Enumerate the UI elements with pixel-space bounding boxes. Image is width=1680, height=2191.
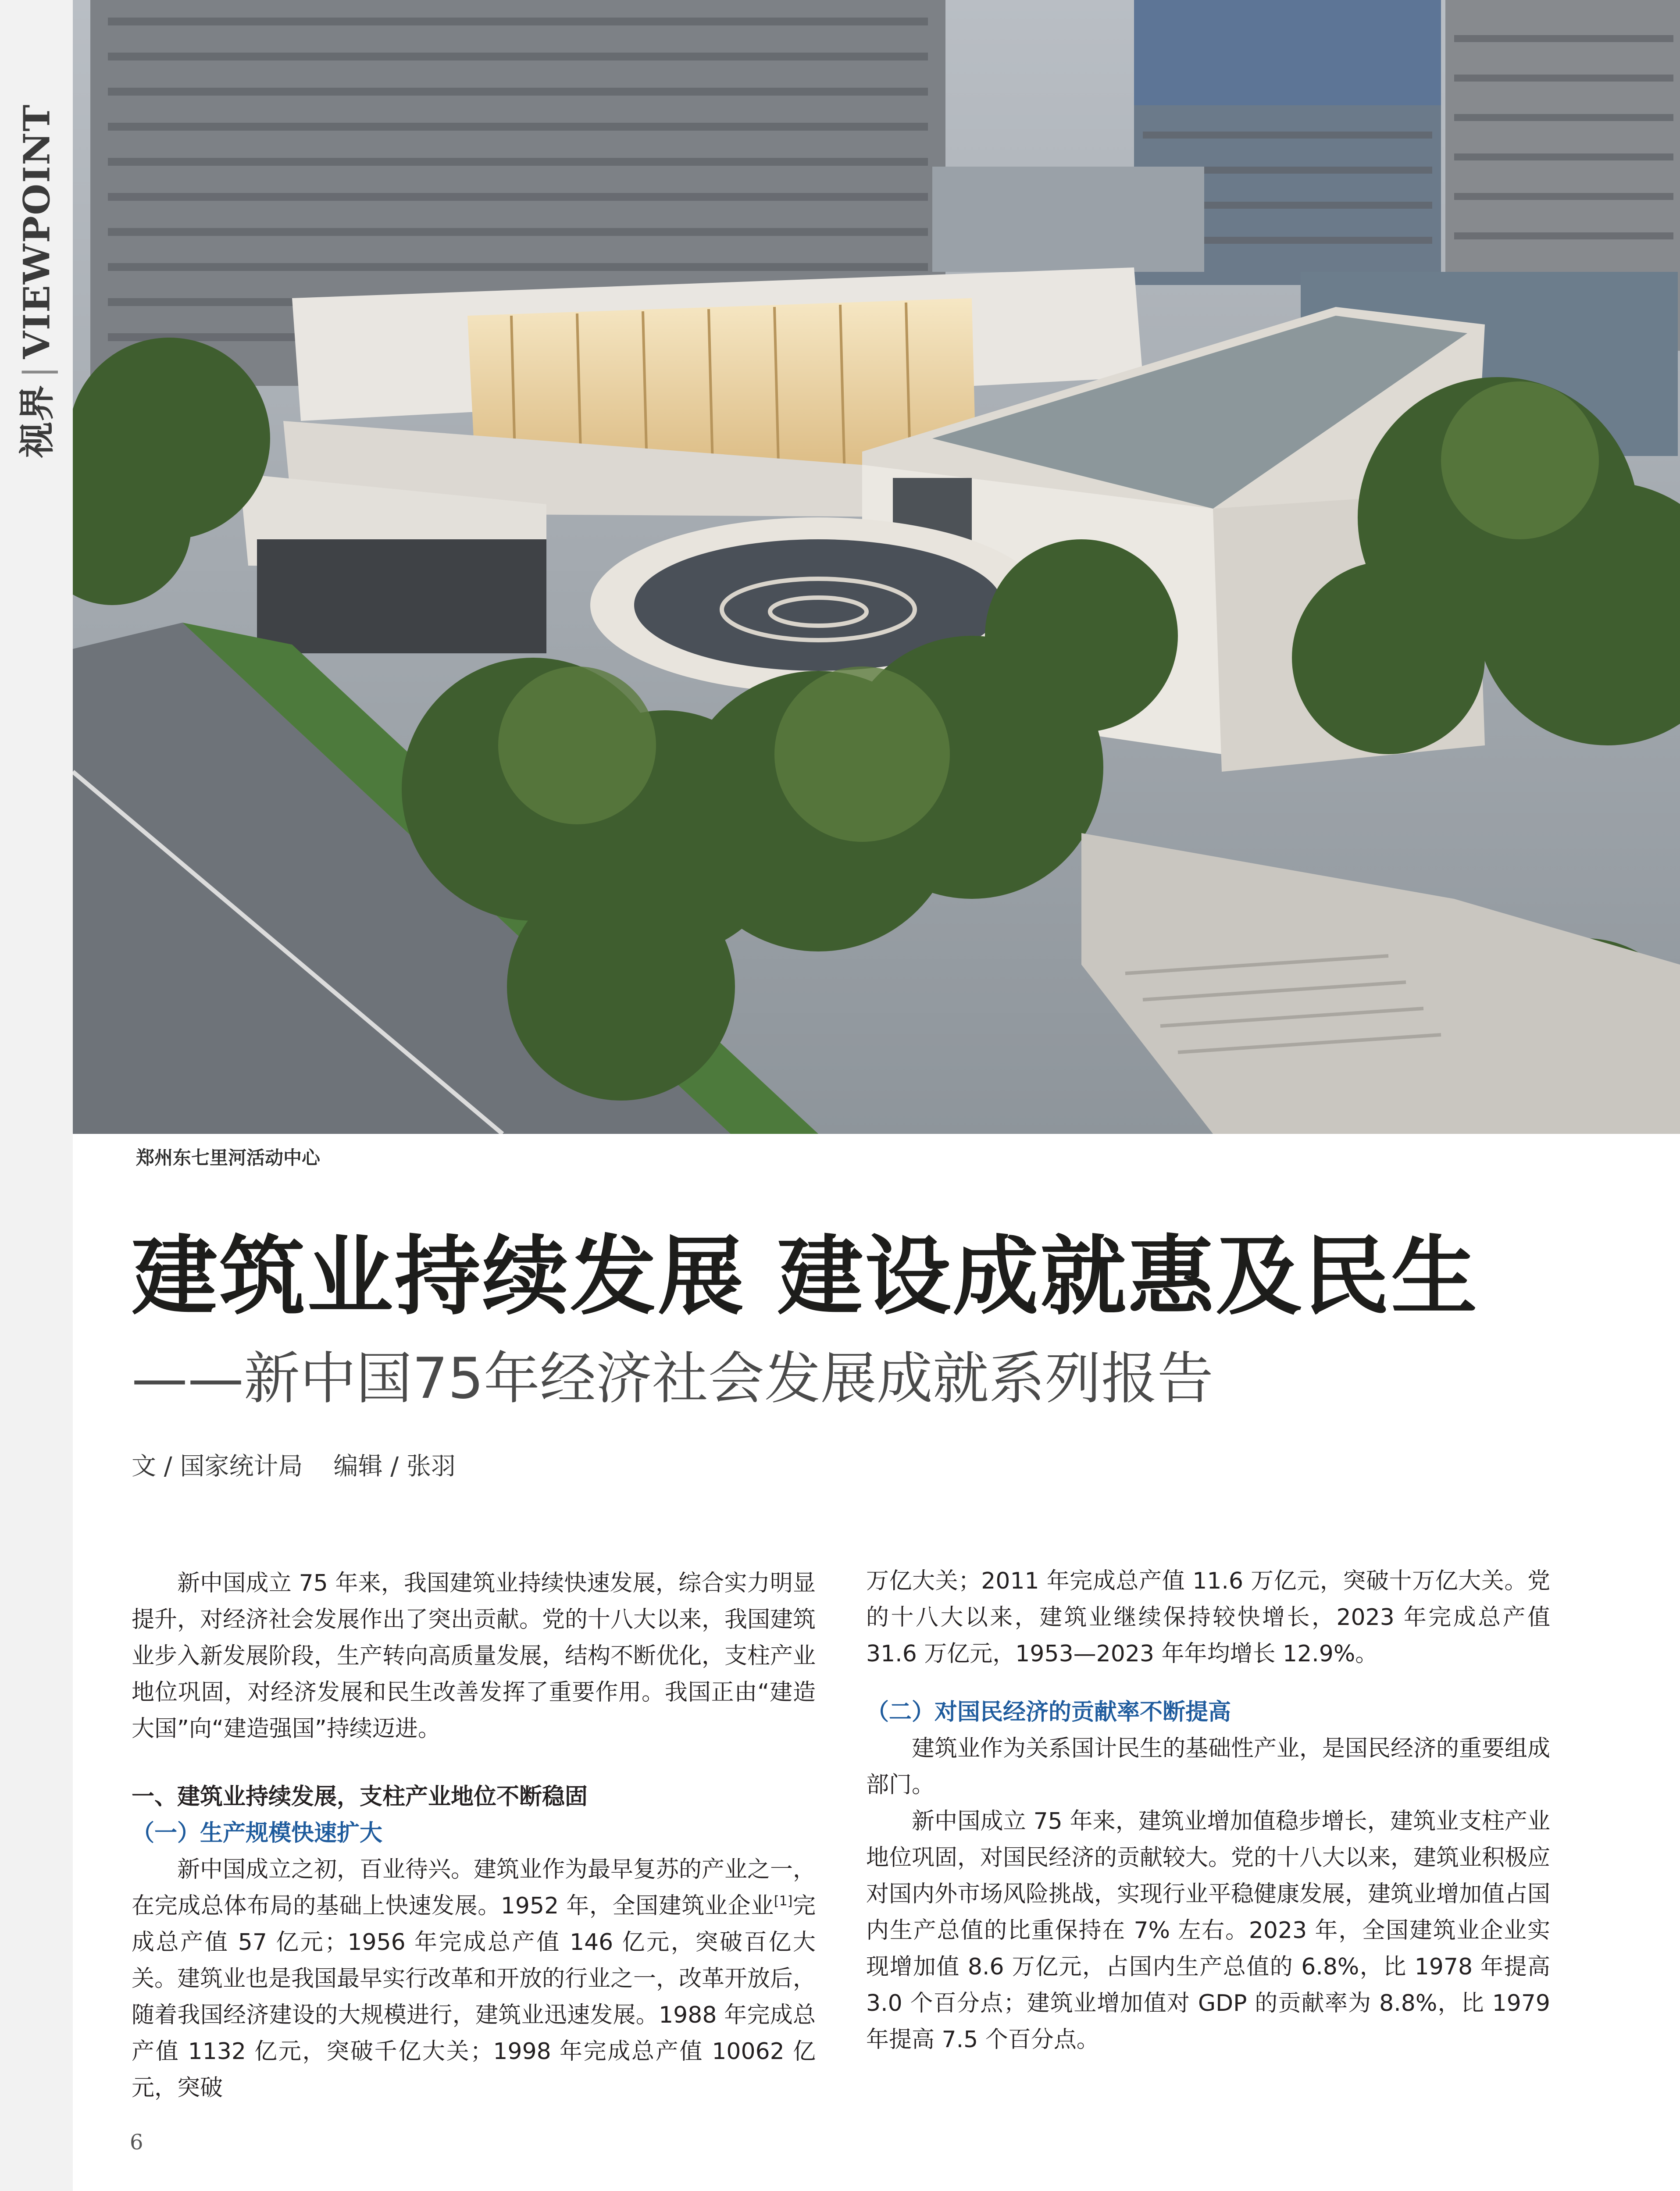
photo-caption: 郑州东七里河活动中心 <box>136 1147 321 1169</box>
section-heading-1: 一、建筑业持续发展，支柱产业地位不断稳固 <box>132 1784 588 1810</box>
paragraph-basic-industry: 建筑业作为关系国计民生的基础性产业，是国民经济的重要组成部门。 <box>866 1735 1551 1798</box>
paragraph-production-scale: 新中国成立之初，百业待兴。建筑业作为最早复苏的产业之一，在完成总体布局的基础上快速发展。1952 年，全国建筑业企业[1]完成总产值 57 亿元；1956 年完成总产值 146 亿元，突破百亿大关。建筑业也是我国最早实行改革和开放的行业之一，改革开放后，随着我国经济建设的大规模进行，建筑业迅速发展。1988 年完成总产值 1132 亿元，突破千亿大关；1998 年完成总产值 10062 亿元，突破 <box>132 1856 816 2101</box>
intro-paragraph: 新中国成立 75 年来，我国建筑业持续快速发展，综合实力明显提升，对经济社会发展作出了突出贡献。党的十八大以来，我国建筑业步入新发展阶段，生产转向高质量发展，结构不断优化，支柱产业地位巩固，对经济发展和民生改善发挥了重要作用。我国正由“建造大国”向“建造强国”持续迈进。 <box>132 1570 816 1742</box>
byline-editor: 编辑 / 张羽 <box>333 1452 456 1481</box>
article-title: 建筑业持续发展 建设成就惠及民生 <box>132 1227 1479 1327</box>
paragraph-continued: 万亿大关；2011 年完成总产值 11.6 万亿元，突破十万亿大关。党的十八大以来，建筑业继续保持较快增长，2023 年完成总产值 31.6 万亿元，1953—2023 年年均增长 12.9%。 <box>866 1568 1550 1667</box>
section-label <box>8 103 61 458</box>
section-label-en: VIEWPOINT <box>16 103 58 359</box>
subsection-heading-2: （二）对国民经济的贡献率不断提高 <box>866 1699 1231 1725</box>
page-number: 6 <box>130 2130 143 2155</box>
section-label-separator: | <box>16 365 58 378</box>
hero-photo <box>73 0 1680 1134</box>
paragraph-contribution: 新中国成立 75 年来，建筑业增加值稳步增长，建筑业支柱产业地位巩固，对国民经济的贡献较大。党的十八大以来，建筑业积极应对国内外市场风险挑战，实现行业平稳健康发展，建筑业增加值占国内生产总值的比重保持在 7% 左右。2023 年，全国建筑业企业实现增加值 8.6 万亿元，占国内生产总值的 6.8%，比 1978 年提高 3.0 个百分点；建筑业增加值对 GDP 的贡献率为 8.8%，比 1979 年提高 7.5 个百分点。 <box>866 1808 1551 2053</box>
building-photo-illustration <box>73 0 1680 1134</box>
subsection-heading-1: （一）生产规模快速扩大 <box>132 1820 383 1846</box>
byline-author: 文 / 国家统计局 <box>132 1452 303 1481</box>
left-column <box>132 1565 816 2106</box>
section-label-cn: 视界 <box>16 384 58 458</box>
byline <box>132 1447 456 1482</box>
article-subtitle: ——新中国75年经济社会发展成就系列报告 <box>132 1346 1213 1411</box>
right-column <box>866 1563 1550 2058</box>
footnote-ref: [1] <box>774 1893 793 1909</box>
